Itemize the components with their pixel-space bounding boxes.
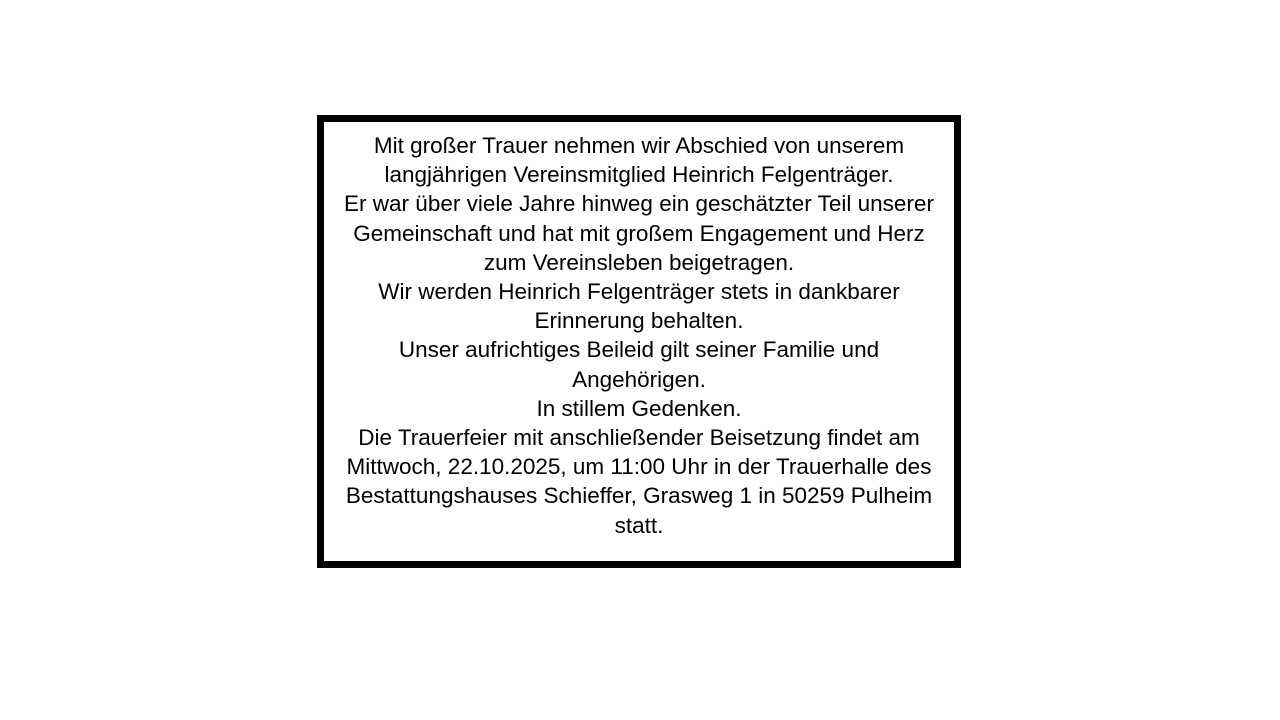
notice-paragraph-1: Mit großer Trauer nehmen wir Abschied von unserem langjährigen Vereinsmitglied Heinrich Felgenträger. (373, 133, 905, 188)
notice-paragraph-2: Er war über viele Jahre hinweg ein geschätzter Teil unserer Gemeinschaft und hat mit großem Engagement und Herz zum Vereinsleben beigetragen. (344, 191, 934, 275)
notice-paragraph-6: Die Trauerfeier mit anschließender Beisetzung findet am Mittwoch, 22.10.2025, um 11:00 Uhr in der Trauerhalle des Bestattungshauses Schieffer, Grasweg 1 in 50259 Pulheim statt. (345, 425, 933, 538)
notice-paragraph-4: Unser aufrichtiges Beileid gilt seiner Familie und Angehörigen. (398, 337, 880, 392)
memorial-notice-box (317, 115, 961, 568)
notice-paragraph-5: In stillem Gedenken. (536, 395, 742, 421)
memorial-notice-text (324, 122, 954, 540)
notice-paragraph-3: Wir werden Heinrich Felgenträger stets in dankbarer Erinnerung behalten. (378, 279, 900, 334)
